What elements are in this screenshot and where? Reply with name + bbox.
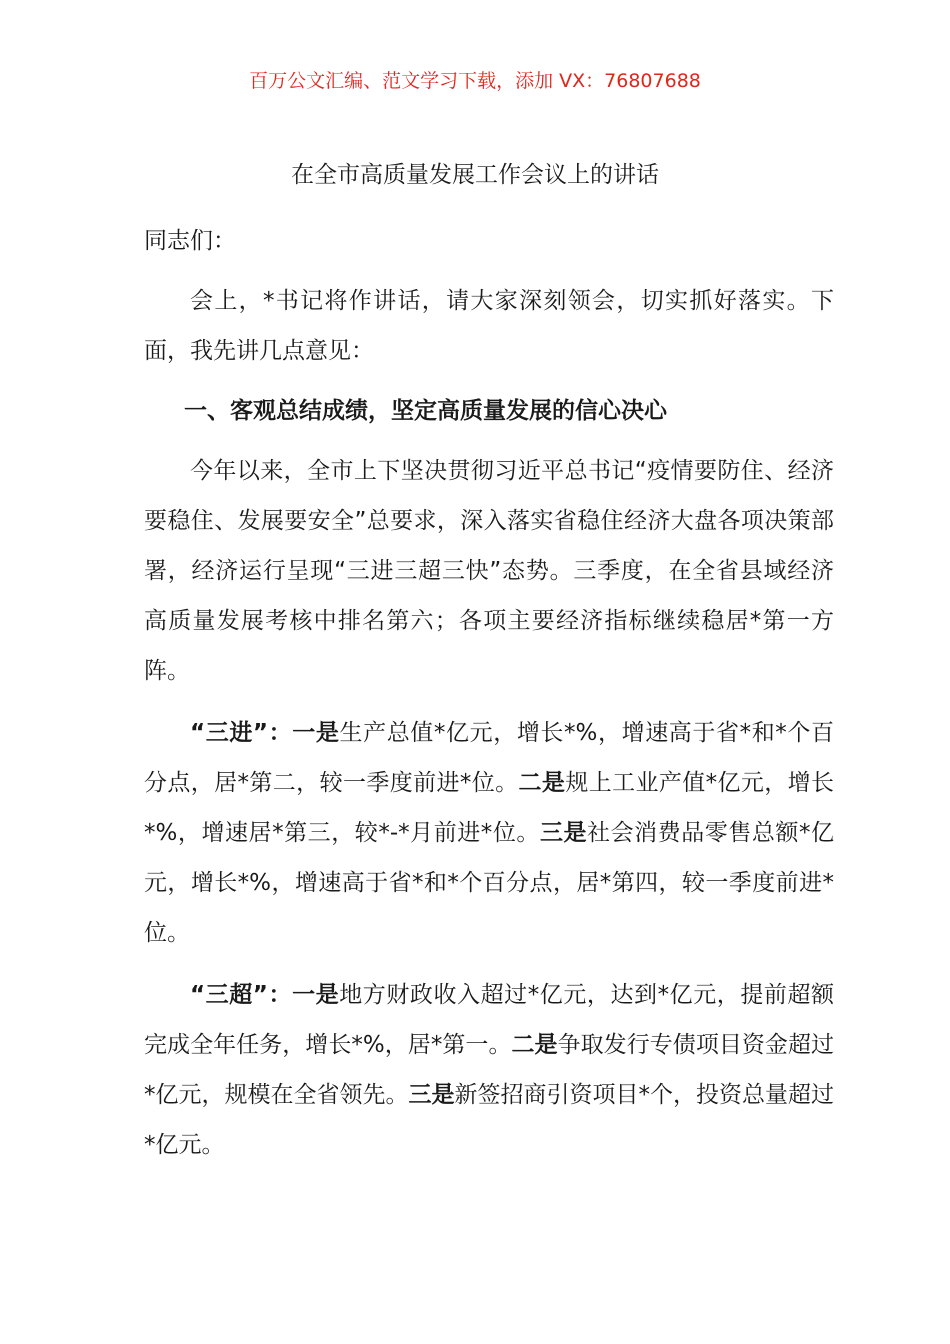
sanjin-lead: “三进”： <box>190 720 293 746</box>
salutation: 同志们： <box>144 228 236 254</box>
sanchao-lead: “三超”： <box>190 982 293 1008</box>
document-title: 在全市高质量发展工作会议上的讲话 <box>291 162 659 188</box>
first-label: 一是 <box>292 720 340 746</box>
first-text: 地方财政收入超过*亿元，达到*亿元，提前超额完成全年任务，增长*%，居*第一。 <box>144 982 835 1058</box>
second-text: 争取发行专债项目资金超过*亿元，规模在全省领先。 <box>144 1032 835 1108</box>
second-text: 规上工业产值*亿元，增长*%，增速居*第三，较*-*月前进*位。 <box>144 770 835 846</box>
first-text: 生产总值*亿元，增长*%，增速高于省*和*个百分点，居*第二，较一季度前进*位。 <box>144 720 835 796</box>
first-label: 一是 <box>292 982 340 1008</box>
section-heading: 一、客观总结成绩，坚定高质量发展的信心决心 <box>184 398 667 424</box>
second-label: 二是 <box>511 1032 558 1058</box>
sanchao-paragraph <box>144 970 834 1170</box>
section-paragraph: 今年以来，全市上下坚决贯彻习近平总书记“疫情要防住、经济要稳住、发展要安全”总要求，深入落实省稳住经济大盘各项决策部署，经济运行呈现“三进三超三快”态势。三季度，在全省县域经济高质量发展考核中排名第六；各项主要经济指标继续稳居*第一方阵。 <box>144 458 834 684</box>
intro-paragraph: 会上，*书记将作讲话，请大家深刻领会，切实抓好落实。下面，我先讲几点意见： <box>144 288 834 364</box>
sanjin-paragraph <box>144 708 834 958</box>
third-label: 三是 <box>408 1082 455 1108</box>
third-text: 社会消费品零售总额*亿元，增长*%，增速高于省*和*个百分点，居*第四，较一季度前进*位。 <box>144 820 835 946</box>
second-label: 二是 <box>518 770 566 796</box>
header-banner: 百万公文汇编、范文学习下载，添加 VX：76807688 <box>249 70 701 92</box>
third-text: 新签招商引资项目*个，投资总量超过*亿元。 <box>144 1082 834 1158</box>
third-label: 三是 <box>539 820 588 846</box>
document-body <box>144 216 834 1170</box>
